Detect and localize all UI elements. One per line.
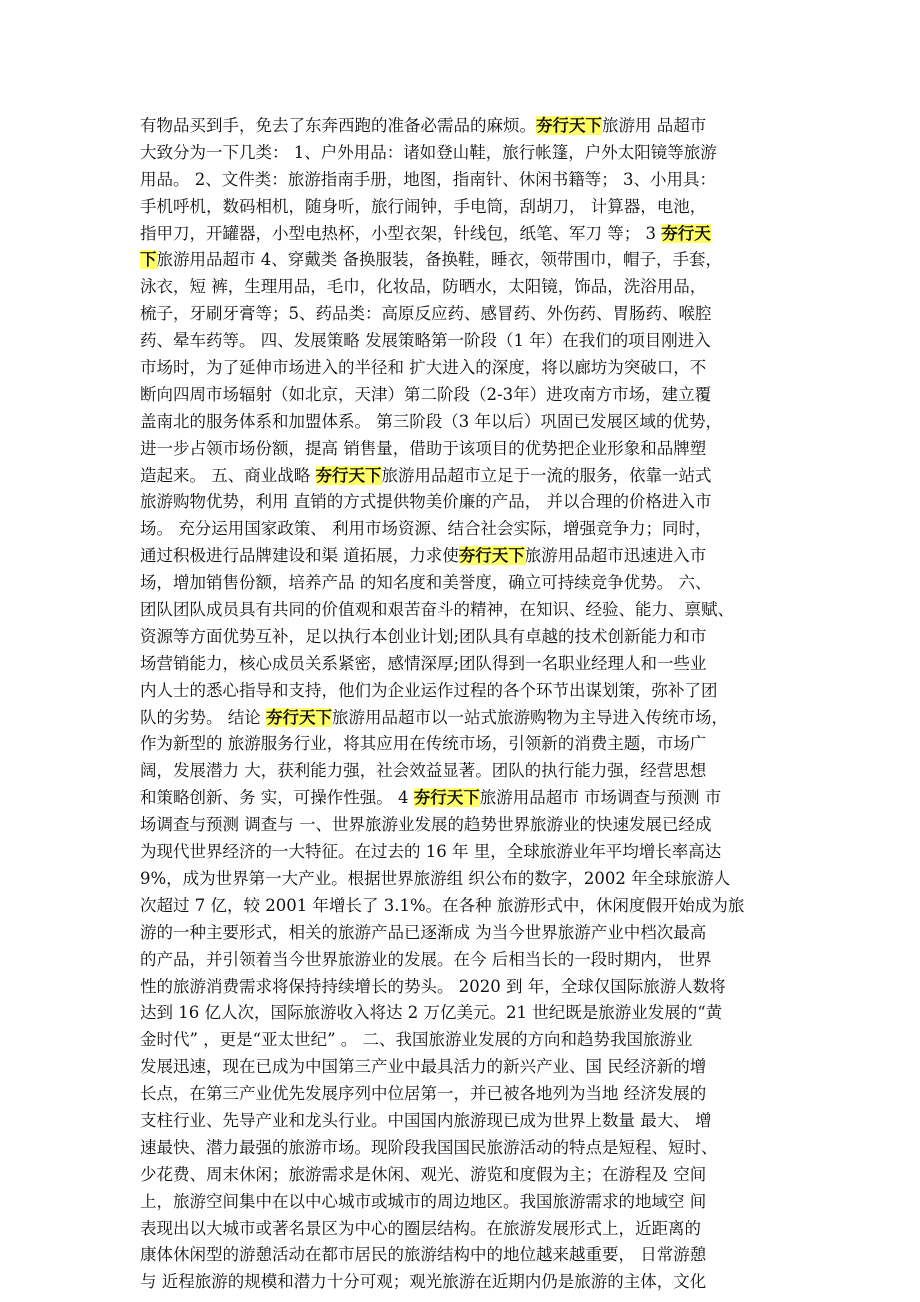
text-run: 盖南北的服务体系和加盟体系。 第三阶段（3 年以后）巩固已发展区域的优势， (140, 411, 722, 431)
text-line (140, 489, 800, 516)
highlighted-keyword: 夯行天 (661, 223, 711, 243)
text-run: 断向四周市场辐射（如北京，天津）第二阶段（2-3年）进攻南方市场，建立覆 (140, 384, 712, 404)
text-run: 用品。 2、文件类：旅游指南手册，地图，指南针、休闲书籍等； 3、小用具： (140, 169, 716, 189)
text-run: 泳衣，短 裤，生理用品，毛巾，化妆品，防晒水，太阳镜，饰品，洗浴用品， (140, 277, 707, 297)
text-line (140, 1000, 800, 1027)
text-run: 为现代世界经济的一大特征。在过去的 16 年 里，全球旅游业年平均增长率高达 (140, 842, 722, 862)
text-line (140, 1135, 800, 1162)
text-run: 资源等方面优势互补，足以执行本创业计划;团队具有卓越的技术创新能力和市 (140, 626, 707, 646)
text-run: 的产品，并引领着当今世界旅游业的发展。在今 后相当长的一段时期内， 世界 (140, 949, 712, 969)
text-run: 场。 充分运用国家政策、 利用市场资源、结合社会实际，增强竞争力；同时， (140, 519, 712, 539)
text-line (140, 543, 800, 570)
text-run: 手机呼机，数码相机，随身听，旅行闹钟，手电筒，刮胡刀， 计算器，电池， (140, 196, 707, 216)
text-line (140, 1081, 800, 1108)
text-line (140, 140, 800, 167)
text-run: 场调查与预测 调查与 一、世界旅游业发展的趋势世界旅游业的快速发展已经成 (140, 815, 712, 835)
text-line (140, 758, 800, 785)
text-line (140, 328, 800, 355)
text-line (140, 274, 800, 301)
text-run: 旅游用品超市立足于一流的服务，依靠一站式 (381, 465, 712, 485)
text-line (140, 920, 800, 947)
text-run: 队的劣势。 结论 (140, 707, 266, 727)
text-line (140, 409, 800, 436)
text-run: 支柱行业、先导产业和龙头行业。中国国内旅游现已成为世界上数量 最大、 增 (140, 1110, 712, 1130)
text-run: 游的一种主要形式，相关的旅游产品已逐渐成 为当今世界旅游产业中档次最高 (140, 922, 707, 942)
text-line (140, 1027, 800, 1054)
text-run: 造起来。 五、商业战略 (140, 465, 316, 485)
text-line (140, 624, 800, 651)
text-run: 药、晕车药等。 四、发展策略 发展策略第一阶段（1 年）在我们的项目刚进入 (140, 331, 711, 351)
text-run: 旅游用品超市以一站式旅游购物为主导进入传统市场， (332, 707, 728, 727)
text-run: 旅游用 品超市 (602, 116, 707, 135)
highlighted-keyword: 夯行天下 (413, 788, 480, 808)
text-run: 上，旅游空间集中在以中心城市或城市的周边地区。我国旅游需求的地域空 间 (140, 1191, 707, 1211)
text-run: 作为新型的 旅游服务行业，将其应用在传统市场，引领新的消费主题，市场广 (140, 734, 707, 754)
text-line (140, 866, 800, 893)
text-line (140, 678, 800, 705)
text-run: 旅游购物优势，利用 直销的方式提供物美价廉的产品， 并以合理的价格进入市 (140, 492, 712, 512)
highlighted-keyword: 夯行天下 (458, 546, 525, 566)
text-line (140, 893, 800, 920)
text-run: 阔，发展潜力 大，获利能力强，社会效益显著。团队的执行能力强，经营思想 (140, 761, 707, 781)
text-run: 表现出以大城市或著名景区为中心的圈层结构。在旅游发展形式上，近距离的 (140, 1218, 701, 1238)
text-run: 场，增加销售份额，培养产品 的知名度和美誉度，确立可持续竞争优势。 六、 (140, 573, 712, 593)
text-run: 达到 16 亿人次，国际旅游收入将达 2 万亿美元。21 世纪既是旅游业发展的“黄 (140, 1003, 723, 1023)
text-run: 有物品买到手，免去了东奔西跑的准备必需品的麻烦。 (140, 116, 536, 135)
text-run: 发展迅速，现在已成为中国第三产业中最具活力的新兴产业、国 民经济新的增 (140, 1057, 707, 1077)
text-line (140, 947, 800, 974)
text-line (140, 221, 800, 248)
text-run: 次超过 7 亿，较 2001 年增长了 3.1%。在各种 旅游形式中，休闲度假开始成为旅 (140, 895, 745, 915)
text-line (140, 194, 800, 221)
text-run: 与 近程旅游的规模和潜力十分可观；观光旅游在近期内仍是旅游的主体，文化 (140, 1272, 707, 1292)
highlighted-keyword: 夯行天下 (266, 707, 332, 727)
text-line (140, 1162, 800, 1189)
text-run: 长点，在第三产业优先发展序列中位居第一，并已被各地列为当地 经济发展的 (140, 1084, 707, 1104)
text-run: 梳子，牙刷牙膏等；5、药品类：高原反应药、感冒药、外伤药、胃肠药、喉腔 (140, 304, 712, 324)
text-run: 进一步占领市场份额，提高 销售量，借助于该项目的优势把企业形象和品牌塑 (140, 438, 707, 458)
text-line (140, 1054, 800, 1081)
text-line (140, 1189, 800, 1216)
text-line (140, 1216, 800, 1243)
text-run: 场营销能力，核心成员关系紧密，感情深厚;团队得到一名职业经理人和一些业 (140, 653, 707, 673)
text-run: 团队团队成员具有共同的价值观和艰苦奋斗的精神，在知识、经验、能力、禀赋、 (140, 600, 734, 620)
text-run: 性的旅游消费需求将保持持续增长的势头。 2020 到 年，全球仅国际旅游人数将 (140, 976, 726, 996)
text-run: 康体休闲型的游憩活动在都市居民的旅游结构中的地位越来越重要， 日常游憩 (140, 1245, 707, 1265)
text-run: 内人士的悉心指导和支持，他们为企业运作过程的各个环节出谋划策，弥补了团 (140, 680, 718, 700)
text-run: 指甲刀，开罐器，小型电热杯，小型衣架，针线包，纸笔、军刀 等； 3 (140, 223, 662, 243)
text-line (140, 812, 800, 839)
text-line (140, 839, 800, 866)
text-line (140, 436, 800, 463)
highlighted-keyword: 夯行天下 (536, 116, 602, 135)
text-line (140, 1242, 800, 1269)
text-line (140, 167, 800, 194)
text-line (140, 463, 800, 490)
text-line (140, 516, 800, 543)
text-run: 金时代” ，更是“亚太世纪” 。 二、我国旅游业发展的方向和趋势我国旅游业 (140, 1030, 693, 1050)
text-line (140, 651, 800, 678)
highlighted-keyword: 下 (140, 250, 157, 270)
text-run: 和策略创新、务 实，可操作性强。 4 (140, 788, 414, 808)
text-line (140, 597, 800, 624)
text-run: 9%，成为世界第一大产业。根据世界旅游组 织公布的数字，2002 年全球旅游人 (140, 868, 731, 888)
highlighted-keyword: 夯行天下 (315, 465, 382, 485)
text-line (140, 570, 800, 597)
text-line (140, 731, 800, 758)
text-line (140, 113, 800, 140)
text-run: 旅游用品超市 市场调查与预测 市 (479, 788, 722, 808)
text-line (140, 1108, 800, 1135)
text-run: 速最快、潜力最强的旅游市场。现阶段我国国民旅游活动的特点是短程、短时、 (140, 1137, 718, 1157)
text-line (140, 705, 800, 732)
text-run: 通过积极进行品牌建设和渠 道拓展，力求使 (140, 546, 459, 566)
text-run: 少花费、周末休闲；旅游需求是休闲、观光、游览和度假为主；在游程及 空间 (140, 1164, 707, 1184)
document-body-text (140, 113, 800, 1296)
text-run: 旅游用品超市 4、穿戴类 备换服装，备换鞋，睡衣，领带围巾，帽子，手套， (156, 250, 722, 270)
text-line (140, 355, 800, 382)
text-run: 市场时，为了延伸市场进入的半径和 扩大进入的深度，将以廊坊为突破口，不 (140, 358, 707, 378)
text-line (140, 247, 800, 274)
text-line (140, 785, 800, 812)
text-line (140, 1269, 800, 1296)
text-line (140, 974, 800, 1001)
text-run: 旅游用品超市迅速进入市 (524, 546, 707, 566)
text-line (140, 301, 800, 328)
text-run: 大致分为一下几类： 1、户外用品：诸如登山鞋，旅行帐篷，户外太阳镜等旅游 (140, 142, 717, 162)
text-line (140, 382, 800, 409)
